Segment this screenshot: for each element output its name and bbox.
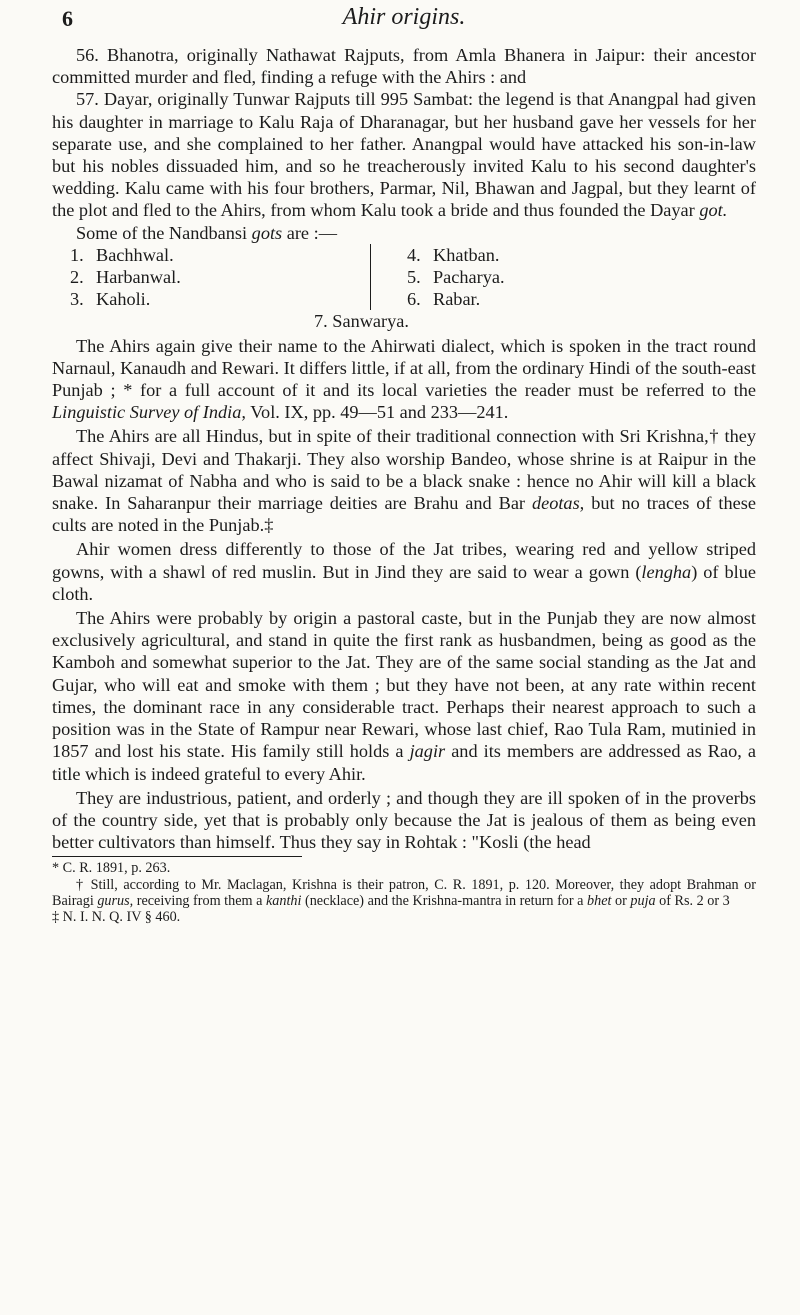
footnote-1: * C. R. 1891, p. 263. bbox=[52, 860, 171, 877]
footnote-3: ‡ N. I. N. Q. IV § 460. bbox=[52, 908, 181, 925]
paragraph-57: 57. Dayar, originally Tunwar Rajputs till 995 Sambat: the legend is that Anangpal had given his daughter in marriage to Kalu Raja of Dharanagar, but her husband gave her vessels for her separate use, and she complained to her father. Anangpal would have attacked his son-in-law but his nobles dissuaded him, and so he treacherously invited Kalu to his second daughter's wedding. Kalu came with his four brothers, Parmar, Nil, Bhawan and Jagpal, but they learnt of the plot and fled to the Ahirs, from whom Kalu took a bride and thus founded the Dayar got. bbox=[52, 89, 756, 221]
paragraph-religion: The Ahirs are all Hindus, but in spite of their traditional connection with Sri Krishna,† they affect Shivaji, Devi and Thakarji. They also worship Bandeo, whose shrine is at Raipur in the Bawal nizamat of Nabha and who is said to be a black snake : hence no Ahir will kill a black snake. In Saharanpur their marriage deities are Brahu and Bar deotas, but no traces of these cults are noted in the Punjab.‡ bbox=[52, 426, 756, 536]
list-item: 1. Bachhwal. bbox=[70, 244, 174, 265]
footnote-2: † Still, according to Mr. Maclagan, Krishna is their patron, C. R. 1891, p. 120. Moreover, they adopt Brahman or Bairagi gurus, receiving from them a kanthi (necklace) and the Krishna-mantra in return for a bhet or puja of Rs. 2 or 3 bbox=[52, 876, 756, 909]
page-header bbox=[52, 0, 756, 44]
gots-list-right-column bbox=[371, 244, 505, 311]
list-item: 5. Pacharya. bbox=[407, 267, 505, 288]
list-item: 7. Sanwarya. bbox=[314, 311, 409, 332]
gots-list-left-column bbox=[70, 244, 371, 311]
paragraph-56-number: 56. bbox=[76, 45, 99, 65]
paragraph-56: 56. Bhanotra, originally Nathawat Rajputs, from Amla Bhanera in Jaipur: their ancestor committed murder and fled, finding a refuge with the Ahirs : and bbox=[52, 45, 756, 88]
list-item: 2. Harbanwal. bbox=[70, 267, 181, 288]
footnotes bbox=[52, 860, 756, 925]
page-number: 6 bbox=[62, 6, 73, 31]
gots-intro: Some of the Nandbansi gots are :— bbox=[76, 222, 337, 243]
paragraph-dialect: The Ahirs again give their name to the Ahirwati dialect, which is spoken in the tract round Narnaul, Kanaudh and Rewari. It differs little, if at all, from the ordinary Hindi of the south-east Punjab ; * for a full account of it and its local varieties the reader must be referred to the Linguistic Survey of India, Vol. IX, pp. 49—51 and 233—241. bbox=[52, 335, 756, 423]
paragraph-57-number: 57. bbox=[76, 89, 99, 110]
list-item: 4. Khatban. bbox=[407, 244, 500, 265]
running-title: Ahir origins. bbox=[342, 4, 466, 30]
paragraph-character: They are industrious, patient, and orderly ; and though they are ill spoken of in the proverbs of the country side, yet that is probably only because the Jat is jealous of them as being even better cultivators than himself. Thus they say in Rohtak : "Kosli (the head bbox=[52, 787, 756, 853]
gots-list bbox=[70, 244, 756, 311]
footnote-divider bbox=[52, 856, 302, 857]
paragraph-origin: The Ahirs were probably by origin a pastoral caste, but in the Punjab they are now almost exclusively agricultural, and stand in quite the first rank as husbandmen, being as good as the Kamboh and somewhat superior to the Jat. They are of the same social standing as the Jat and Gujar, who will eat and smoke with them ; but they have not been, at any rate within recent times, the dominant race in any considerable tract. Perhaps their nearest approach to such a position was in the State of Rampur near Rewari, whose last chief, Rao Tula Ram, mutinied in 1857 and lost his state. His family still holds a jagir and its members are addressed as Rao, a title which is indeed grateful to every Ahir. bbox=[52, 608, 756, 784]
list-item: 3. Kaholi. bbox=[70, 289, 151, 310]
list-item: 6. Rabar. bbox=[407, 289, 481, 310]
paragraph-women-dress: Ahir women dress differently to those of the Jat tribes, wearing red and yellow striped gowns, with a shawl of red muslin. But in Jind they are said to wear a gown (lengha) of blue cloth. bbox=[52, 539, 756, 604]
